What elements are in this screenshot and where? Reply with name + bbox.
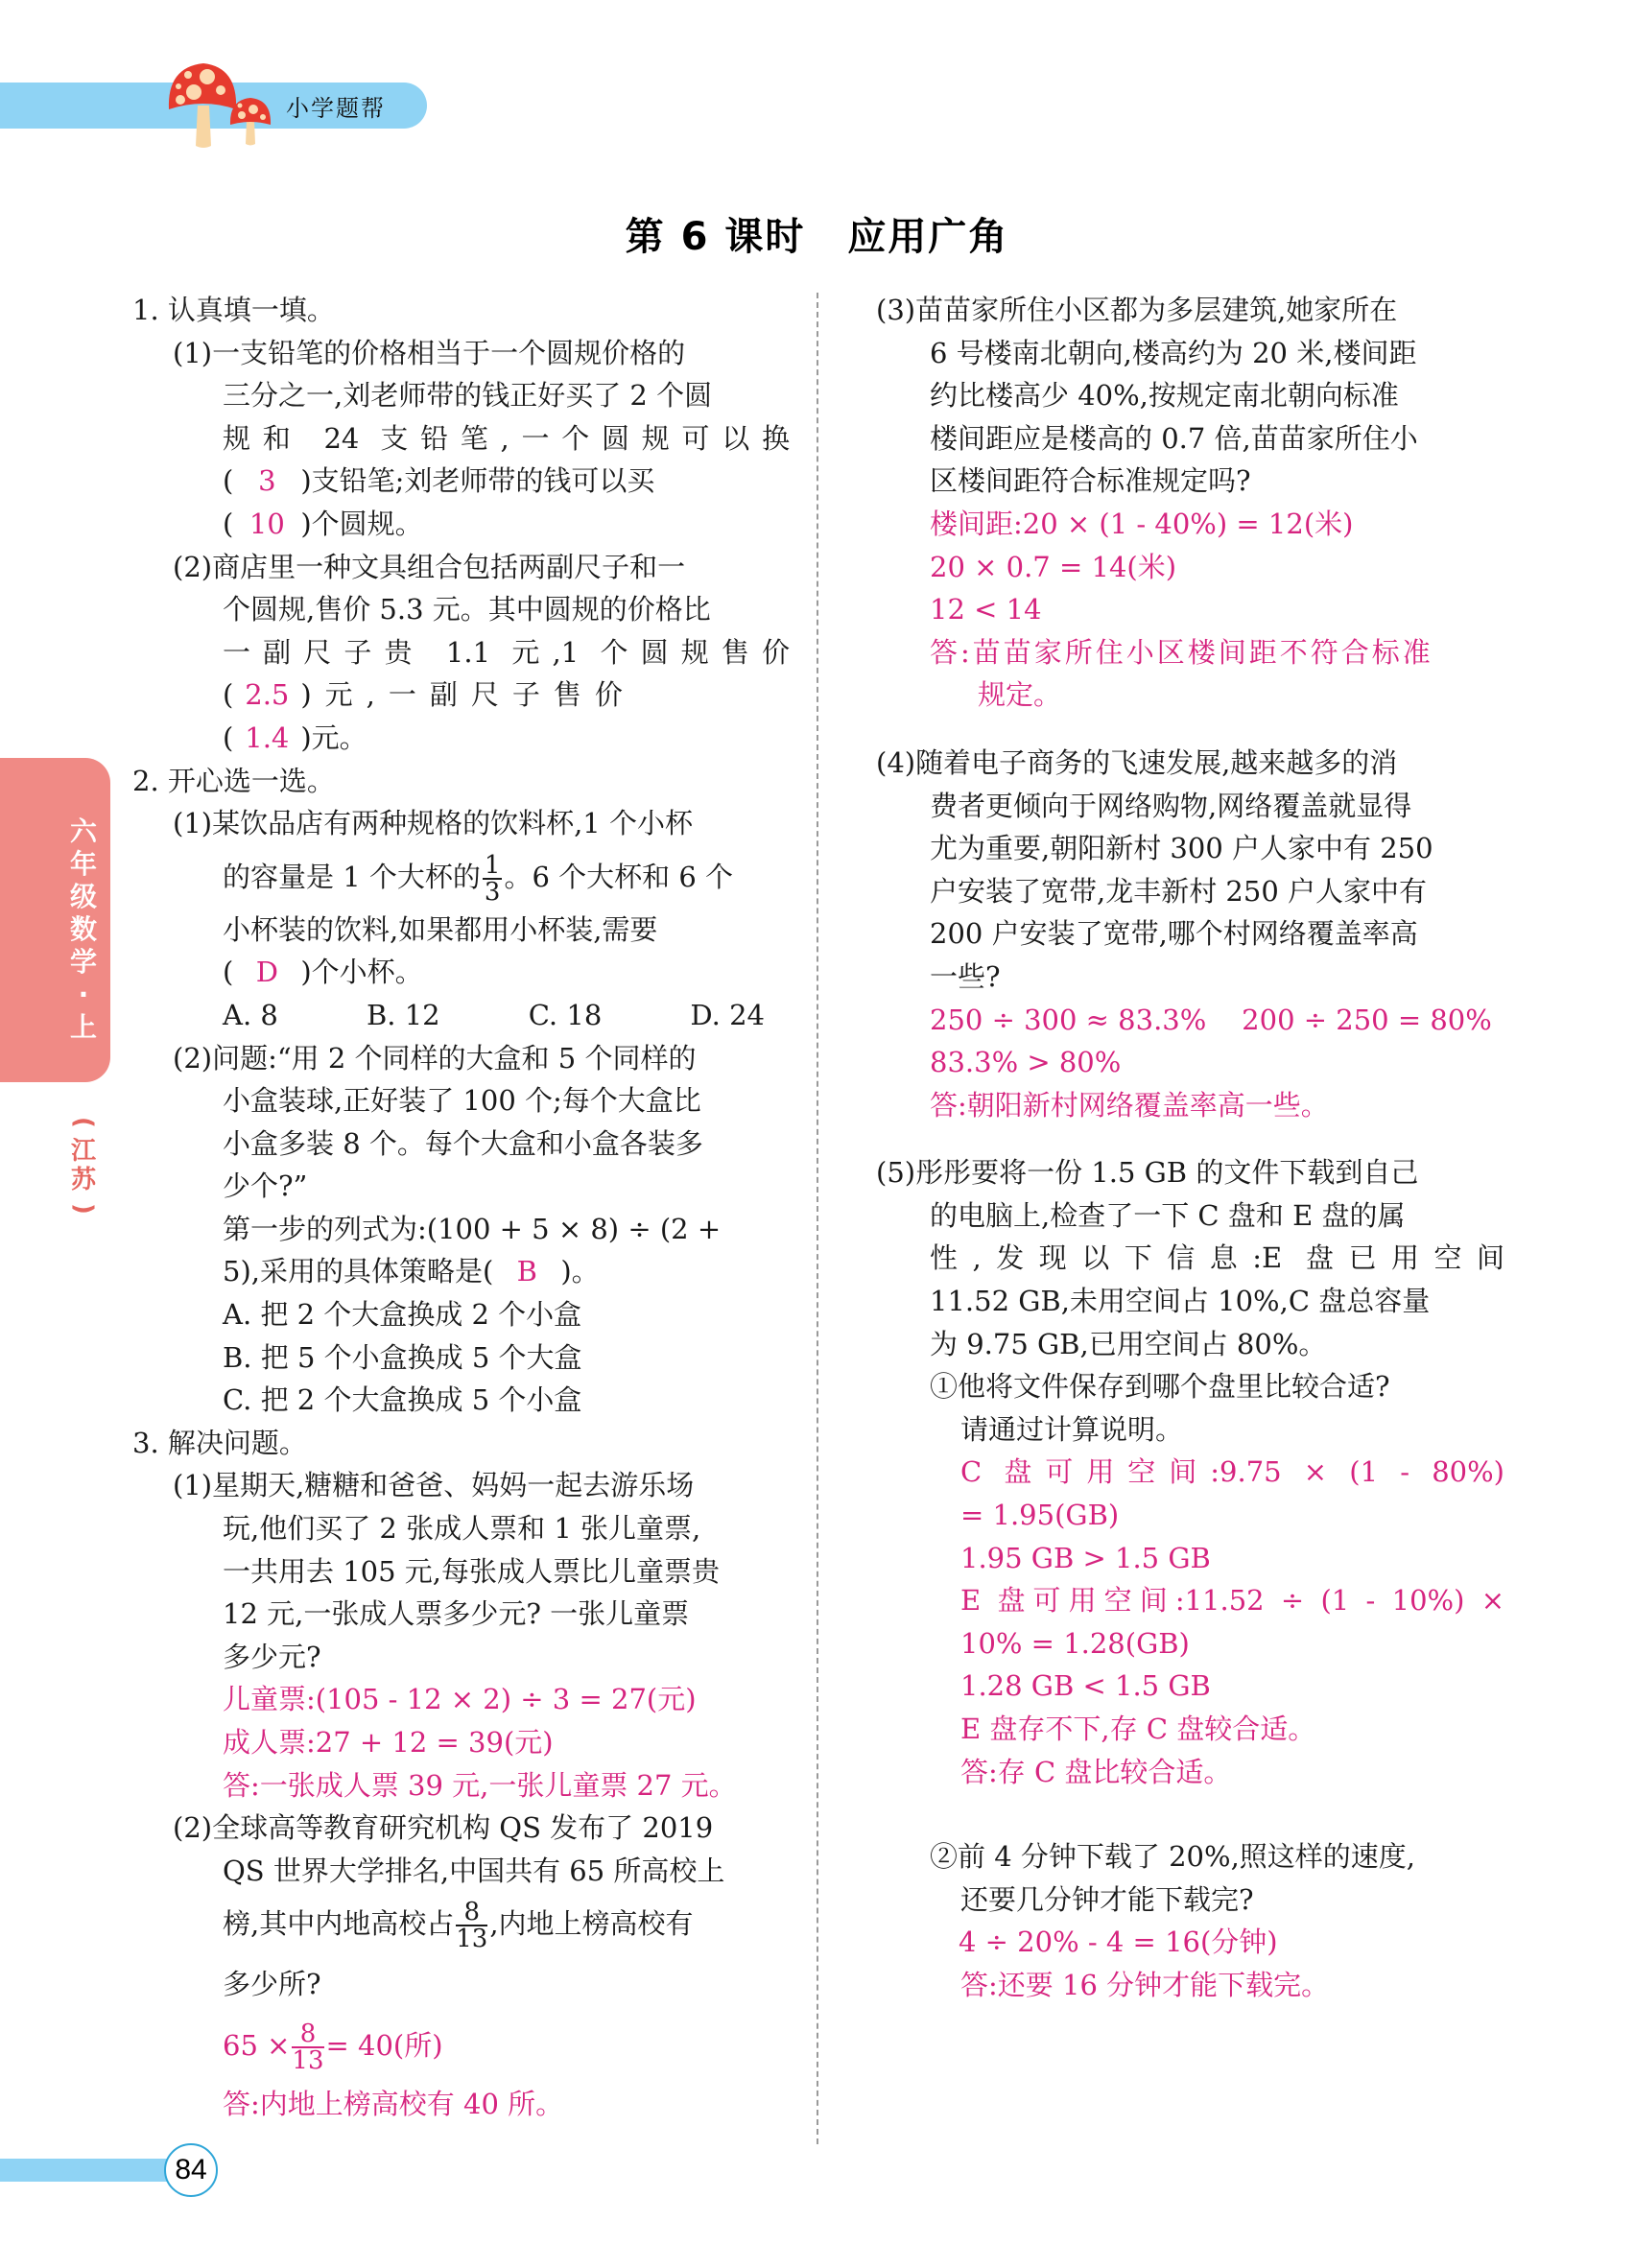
question-1-1	[132, 332, 790, 546]
question-2-1	[132, 802, 790, 1036]
answer-line: 4 ÷ 20% - 4 = 16(分钟)	[959, 1925, 1278, 1959]
sub-question-2	[876, 1835, 1504, 2006]
grade-char: ·	[78, 979, 89, 1010]
text-line: 11.52 GB,未用空间占 10%,C 盘总容量	[930, 1285, 1431, 1318]
answer-line: 成人票:27 + 12 = 39(元)	[223, 1726, 554, 1759]
column-divider	[817, 293, 818, 2144]
answer-line: 20 × 0.7 = 14(米)	[930, 550, 1177, 583]
grade-char: 数	[69, 913, 97, 945]
text-line: 一些?	[930, 959, 1001, 993]
province-char: (	[69, 1117, 98, 1128]
text-line: (2)问题:“用 2 个同样的大盒和 5 个同样的	[173, 1041, 697, 1075]
question-3-heading: 3. 解决问题。	[132, 1426, 307, 1459]
province-char: 江	[70, 1137, 96, 1166]
text-line: ②前 4 分钟下载了 20%,照这样的速度,	[930, 1840, 1415, 1874]
denominator: 13	[292, 2045, 324, 2075]
question-3-5	[876, 1151, 1504, 2006]
text: 5),采用的具体策略是(	[223, 1255, 494, 1288]
text-line: 一副尺子贵 1.1 元,1 个圆规售价	[223, 635, 790, 669]
text: 。6 个大杯和 6 个	[504, 860, 733, 893]
text-line: (3)苗苗家所住小区都为多层建筑,她家所在	[876, 294, 1398, 326]
option-b: B. 把 5 个小盒换成 5 个大盒	[223, 1340, 582, 1374]
answer-line: 250 ÷ 300 ≈ 83.3% 200 ÷ 250 = 80%	[930, 1003, 1492, 1036]
brand-label: 小学题帮	[286, 95, 386, 122]
text-line: 规和 24 支铅笔,一个圆规可以换	[223, 421, 790, 455]
fill-line	[132, 717, 790, 760]
text-line: (2)全球高等教育研究机构 QS 发布了 2019	[173, 1811, 714, 1845]
grade-char: 年	[69, 848, 97, 880]
province-label	[69, 1108, 98, 1223]
text-line: 楼间距应是楼高的 0.7 倍,苗苗家所住小	[930, 421, 1418, 455]
fraction	[456, 1898, 488, 1954]
page-number: 84	[164, 2143, 218, 2197]
option-a: A. 把 2 个大盒换成 2 个小盒	[223, 1298, 582, 1332]
footer-bar	[0, 2159, 173, 2182]
text-line: 户安装了宽带,龙丰新村 250 户人家中有	[930, 874, 1428, 908]
answer-blank: D	[255, 956, 278, 989]
text-line: 6 号楼南北朝向,楼高约为 20 米,楼间距	[930, 336, 1417, 369]
answer-blank: 10	[249, 507, 285, 540]
answer-line: 1.28 GB < 1.5 GB	[960, 1669, 1211, 1703]
numerator: 8	[456, 1900, 487, 1926]
answer-line: E 盘可用空间:11.52 ÷ (1 - 10%) ×	[960, 1584, 1504, 1618]
answer-line: 答:苗苗家所住小区楼间距不符合标准	[930, 635, 1433, 669]
paren: (	[223, 956, 234, 989]
grade-label	[69, 815, 98, 1044]
choice-a: A. 8	[223, 998, 278, 1031]
text-line: 区楼间距符合标准规定吗?	[930, 464, 1251, 498]
text: = 40(所)	[325, 2028, 443, 2062]
text-line: 12 元,一张成人票多少元? 一张儿童票	[223, 1597, 690, 1631]
text-line: 请通过计算说明。	[960, 1412, 1184, 1446]
text-line: 小盒多装 8 个。每个大盒和小盒各装多	[223, 1126, 703, 1160]
denominator: 3	[484, 877, 501, 907]
text-line: 玩,他们买了 2 张成人票和 1 张儿童票,	[223, 1512, 701, 1546]
answer-line: 1.95 GB > 1.5 GB	[960, 1541, 1211, 1574]
fill-line	[132, 460, 790, 503]
question-3-1	[132, 1464, 790, 1807]
option-c: C. 把 2 个大盒换成 5 个小盒	[223, 1383, 582, 1417]
question-1-2	[132, 546, 790, 760]
choice-d: D. 24	[690, 998, 765, 1031]
answer-line: 楼间距:20 × (1 - 40%) = 12(米)	[930, 507, 1354, 540]
text-line: 尤为重要,朝阳新村 300 户人家中有 250	[930, 832, 1433, 865]
question-3-2	[132, 1807, 790, 2125]
answer-line: E 盘存不下,存 C 盘较合适。	[960, 1713, 1316, 1745]
text-line-fraction	[132, 845, 790, 909]
lesson-topic: 应用广角	[847, 215, 1009, 259]
text: )个小杯。	[300, 956, 423, 989]
text: ,内地上榜高校有	[489, 1907, 694, 1941]
sub-question-1	[876, 1365, 1504, 1793]
fill-line	[132, 951, 790, 994]
right-column	[876, 289, 1504, 2007]
text-line: (5)彤彤要将一份 1.5 GB 的文件下载到自己	[876, 1156, 1419, 1190]
answer-blank: B	[516, 1255, 537, 1288]
question-3-4	[876, 742, 1504, 1126]
answer-line: 83.3% > 80%	[930, 1046, 1122, 1079]
fraction	[292, 2021, 323, 2073]
text-line: 第一步的列式为:(100 + 5 × 8) ÷ (2 +	[223, 1212, 722, 1245]
grade-char: 六	[69, 815, 97, 847]
answer-line: C 盘可用空间:9.75 × (1 - 80%)	[960, 1455, 1504, 1489]
paren: (	[223, 464, 234, 498]
province-char: )	[69, 1203, 98, 1215]
question-2-heading: 2. 开心选一选。	[132, 764, 335, 797]
choice-c: C. 18	[528, 998, 603, 1031]
answer-line: 答:存 C 盘比较合适。	[960, 1755, 1232, 1788]
answer-line: 12 < 14	[930, 593, 1042, 626]
fraction	[483, 850, 503, 907]
text-line: 的电脑上,检查了一下 C 盘和 E 盘的属	[930, 1198, 1406, 1232]
answer-blank: 2.5	[245, 678, 290, 712]
answer-line: 规定。	[978, 678, 1062, 712]
paren: (	[223, 721, 234, 754]
answer-line: 答:内地上榜高校有 40 所。	[223, 2087, 564, 2120]
numerator: 8	[292, 2021, 323, 2048]
question-3-3	[876, 289, 1504, 717]
text-line: 多少所?	[223, 1968, 321, 2001]
text-line: 一共用去 105 元,每张成人票比儿童票贵	[223, 1554, 721, 1588]
paren: (	[223, 507, 234, 540]
text-line: 小盒装球,正好装了 100 个;每个大盒比	[223, 1084, 701, 1118]
choice-b: B. 12	[366, 998, 440, 1031]
text-line: 约比楼高少 40%,按规定南北朝向标准	[930, 379, 1399, 413]
lesson-number: 第 6 课时	[625, 215, 806, 259]
text-line: QS 世界大学排名,中国共有 65 所高校上	[223, 1854, 725, 1887]
question-1-heading: 1. 认真填一填。	[132, 294, 335, 326]
choice-row	[132, 994, 765, 1037]
text-line: (1)某饮品店有两种规格的饮料杯,1 个小杯	[173, 807, 693, 840]
answer-line: = 1.95(GB)	[960, 1499, 1120, 1532]
grade-char: 级	[69, 881, 97, 912]
text: 65 ×	[223, 2028, 291, 2062]
province-char: 苏	[70, 1166, 96, 1194]
left-column	[132, 289, 790, 2126]
text: 榜,其中内地高校占	[223, 1907, 455, 1941]
text: )元。	[300, 721, 367, 754]
answer-line: 10% = 1.28(GB)	[960, 1626, 1190, 1660]
text-line: 还要几分钟才能下载完?	[960, 1882, 1254, 1916]
text-line: 三分之一,刘老师带的钱正好买了 2 个圆	[223, 379, 713, 413]
text: )个圆规。	[300, 507, 423, 540]
text-line: 多少元?	[223, 1640, 321, 1673]
text-line: 小杯装的饮料,如果都用小杯装,需要	[223, 912, 658, 946]
page-title	[0, 206, 1634, 261]
fill-line	[132, 1250, 790, 1293]
answer-line: 答:朝阳新村网络覆盖率高一些。	[930, 1088, 1329, 1122]
text: )。	[560, 1255, 600, 1288]
answer-line-fraction	[132, 2014, 790, 2077]
text-line: (2)商店里一种文具组合包括两副尺子和一	[173, 550, 686, 583]
answer-line: 儿童票:(105 - 12 × 2) ÷ 3 = 27(元)	[223, 1683, 697, 1716]
fill-line	[132, 673, 790, 717]
answer-blank: 3	[258, 464, 276, 498]
grade-char: 上	[69, 1011, 97, 1043]
text-line: 200 户安装了宽带,哪个村网络覆盖率高	[930, 917, 1418, 951]
text-line: 费者更倾向于网络购物,网络覆盖就显得	[930, 789, 1412, 822]
denominator: 13	[456, 1925, 488, 1954]
answer-line: 答:一张成人票 39 元,一张儿童票 27 元。	[223, 1768, 737, 1802]
text-line-fraction	[132, 1892, 790, 1955]
text: 的容量是 1 个大杯的	[223, 860, 481, 893]
text-line: 性,发现以下信息:E 盘已用空间	[930, 1241, 1504, 1275]
text-line: 少个?”	[223, 1169, 308, 1203]
paren: (	[223, 678, 234, 712]
answer-blank: 1.4	[245, 721, 290, 754]
numerator: 1	[484, 850, 501, 880]
question-2-2	[132, 1037, 790, 1422]
text-line: ①他将文件保存到哪个盘里比较合适?	[930, 1370, 1390, 1404]
text-line: (1)一支铅笔的价格相当于一个圆规价格的	[173, 336, 686, 369]
mushroom-small-icon	[228, 96, 272, 146]
fill-line	[132, 503, 790, 546]
text-line: (4)随着电子商务的飞速发展,越来越多的消	[876, 745, 1398, 779]
text: )元,一副尺子售价	[300, 678, 636, 712]
text: )支铅笔;刘老师带的钱可以买	[300, 464, 655, 498]
text-line: 个圆规,售价 5.3 元。其中圆规的价格比	[223, 593, 711, 626]
text-line: (1)星期天,糖糖和爸爸、妈妈一起去游乐场	[173, 1469, 695, 1502]
answer-line: 答:还要 16 分钟才能下载完。	[960, 1968, 1330, 2001]
grade-char: 学	[69, 946, 97, 978]
text-line: 为 9.75 GB,已用空间占 80%。	[930, 1327, 1327, 1360]
